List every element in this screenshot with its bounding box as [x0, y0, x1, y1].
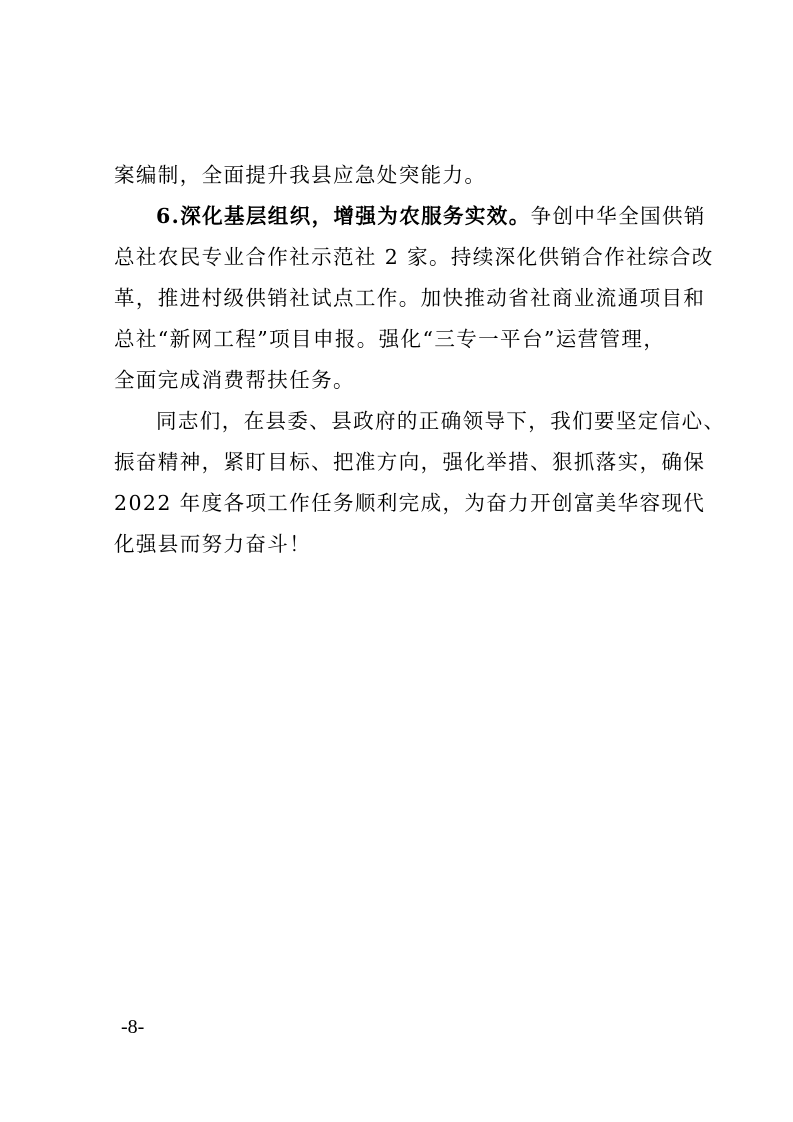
section-6-first-line — [114, 196, 706, 237]
section-6-heading: 6.深化基层组织，增强为农服务实效。 — [156, 204, 531, 228]
section-6-first-line-text: 争创中华全国供销 — [530, 204, 706, 228]
closing-paragraph-first-line: 同志们，在县委、县政府的正确领导下，我们要坚定信心、 — [156, 409, 726, 433]
paragraph-line: 2022 年度各项工作任务顺利完成，为奋力开创富美华容现代 — [114, 491, 706, 515]
paragraph-line: 化强县而努力奋斗！ — [114, 532, 312, 556]
page-number: -8- — [121, 1016, 145, 1038]
paragraph-line: 总社“新网工程”项目申报。强化“三专一平台”运营管理， — [114, 327, 666, 351]
paragraph-line: 振奋精神，紧盯目标、把准方向，强化举措、狠抓落实，确保 — [114, 450, 706, 474]
paragraph-line: 革，推进村级供销社试点工作。加快推动省社商业流通项目和 — [114, 286, 706, 310]
paragraph-line: 总社农民专业合作社示范社 2 家。持续深化供销合作社综合改 — [114, 245, 714, 269]
paragraph-line: 案编制，全面提升我县应急处突能力。 — [114, 163, 487, 187]
paragraph-line: 全面完成消费帮扶任务。 — [114, 368, 355, 392]
document-body — [114, 155, 726, 565]
